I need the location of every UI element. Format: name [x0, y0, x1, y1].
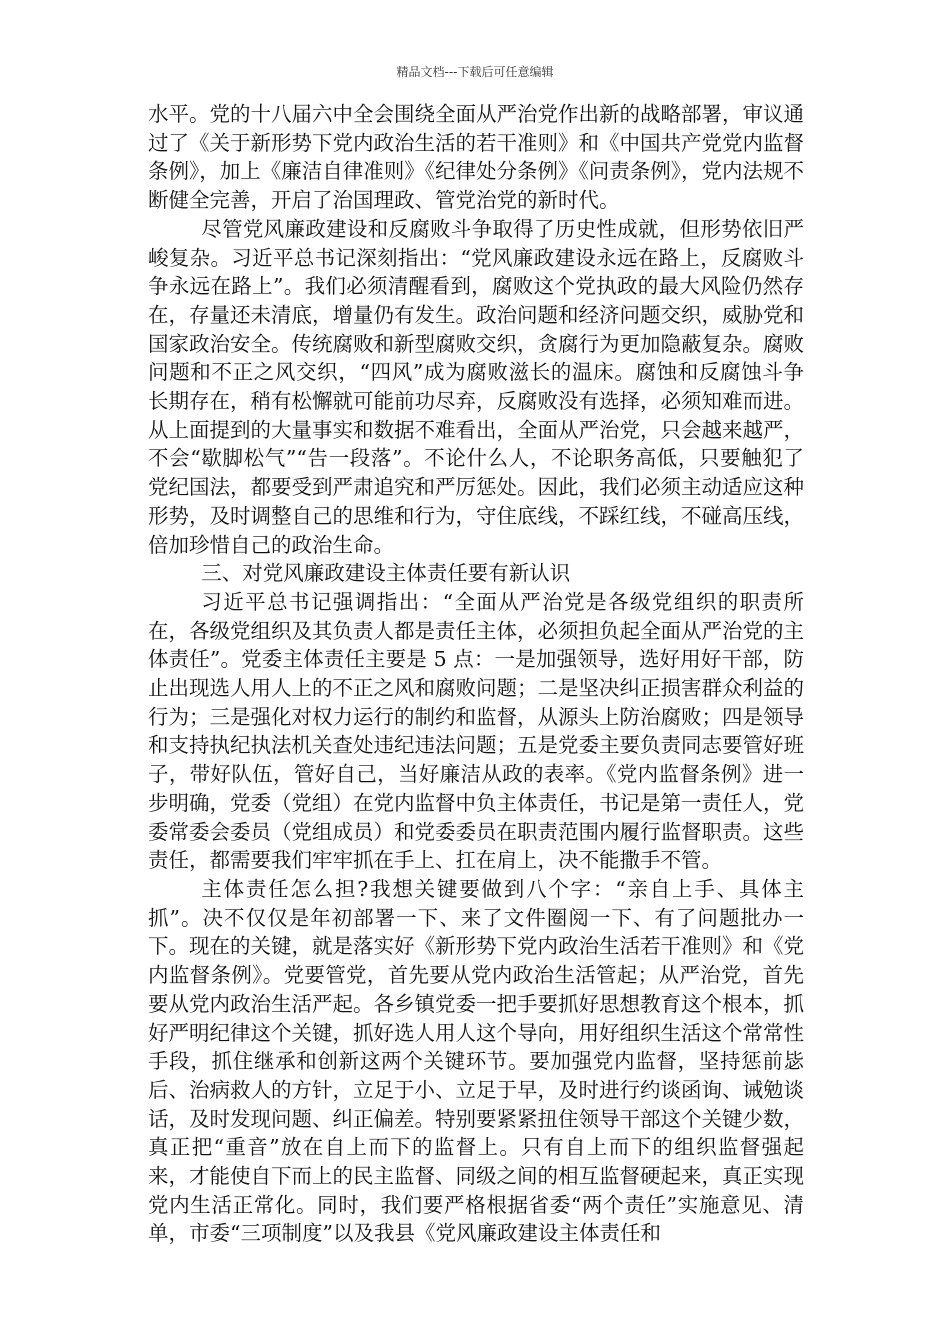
paragraph-anticorruption: 尽管党风廉政建设和反腐败斗争取得了历史性成就，但形势依旧严峻复杂。习近平总书记深刻指出：“党风廉政建设永远在路上，反腐败斗争永远在路上”。我们必须清醒看到，腐败这个党执政的最大风险仍然存在，存量还未清底，增量仍有发生。政治问题和经济问题交织，威胁党和国家政治安全。传统腐败和新型腐败交织，贪腐行为更加隐蔽复杂。腐败问题和不正之风交织，“四风”成为腐败滋长的温床。腐蚀和反腐蚀斗争长期存在，稍有松懈就可能前功尽弃，反腐败没有选择，必须知难而进。从上面提到的大量事实和数据不难看出，全面从严治党，只会越来越严，不会“歇脚松气”“告一段落”。不论什么人，不论职务高低，只要触犯了党纪国法，都要受到严肃追究和严厉惩处。因此，我们必须主动适应这种形势，及时调整自己的思维和行为，守住底线，不踩红线，不碰高压线，倍加珍惜自己的政治生命。 — [148, 216, 804, 557]
paragraph-how-to-take-responsibility: 主体责任怎么担?我想关键要做到八个字：“亲自上手、具体主抓”。决不仅仅是年初部署一下、来了文件圈阅一下、有了问题批办一下。现在的关键，就是落实好《新形势下党内政治生活若干准则》和《党内监督条例》。党要管党，首先要从党内政治生活管起；从严治党，首先要从党内政治生活严起。各乡镇党委一把手要抓好思想教育这个根本，抓好严明纪律这个关键，抓好选人用人这个导向，用好组织生活这个常常性手段，抓住继承和创新这两个关键环节。要加强党内监督，坚持惩前毖后、治病救人的方针，立足于小、立足于早，及时进行约谈函询、诫勉谈话，及时发现问题、纠正偏差。特别要紧紧扭住领导干部这个关键少数，真正把“重音”放在自上而下的监督上。只有自上而下的组织监督强起来，才能使自下而上的民主监督、同级之间的相互监督硬起来，真正实现党内生活正常化。同时，我们要严格根据省委“两个责任”实施意见、清单，市委“三项制度”以及我县《党风廉政建设主体责任和 — [148, 876, 804, 1246]
section-heading-three: 三、对党风廉政建设主体责任要有新认识 — [201, 561, 571, 586]
paragraph-main-responsibility: 习近平总书记强调指出：“全面从严治党是各级党组织的职责所在，各级党组织及其负责人都是责任主体，必须担负起全面从严治党的主体责任”。党委主体责任主要是 5 点：一是加强领导，选好用好干部，防止出现选人用人上的不正之风和腐败问题；二是坚决纠正损害群众利益的行为；三是强化对权力运行的制约和监督，从源头上防治腐败；四是领导和支持执纪执法机关查处违纪违法问题；五是党委主要负责同志要管好班子，带好队伍，管好自己，当好廉洁从政的表率。《党内监督条例》进一步明确，党委（党组）在党内监督中负主体责任，书记是第一责任人，党委常委会委员（党组成员）和党委委员在职责范围内履行监督职责。这些责任，都需要我们牢牢抓在手上、扛在肩上，决不能撒手不管。 — [148, 589, 804, 873]
document-body — [148, 100, 804, 1248]
paragraph-continuation: 水平。党的十八届六中全会围绕全面从严治党作出新的战略部署，审议通过了《关于新形势下党内政治生活的若干准则》和《中国共产党党内监督条例》，加上《廉洁自律准则》《纪律处分条例》《问责条例》，党内法规不断健全完善，开启了治国理政、管党治党的新时代。 — [148, 102, 804, 213]
page-header: 精品文档---下载后可任意编辑 — [396, 65, 554, 79]
